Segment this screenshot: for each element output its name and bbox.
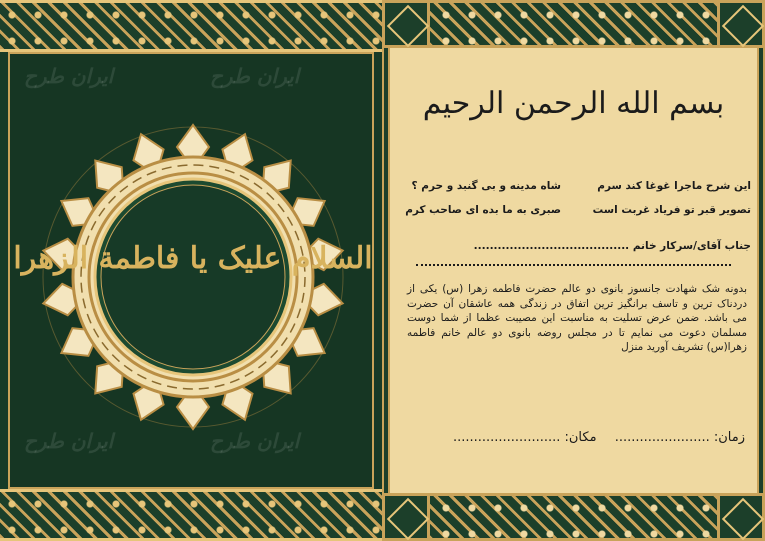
poem-verse: صبری به ما بده ای صاحب کرم	[405, 204, 561, 216]
watermark-text: ایران طرح	[210, 429, 300, 453]
place-field[interactable]: مکان: ..........................	[452, 430, 597, 445]
corner-ornament	[717, 493, 765, 541]
salutation-line: جناب آقای/سرکار خانم .......................................	[473, 240, 751, 252]
side-border	[757, 48, 765, 493]
top-ornament-band	[382, 0, 765, 48]
watermark-text: ایران طرح	[24, 429, 114, 453]
calligraphy-text: السلام علیک یا فاطمة الزهرا	[13, 241, 373, 276]
calligraphy-emblem	[13, 118, 373, 436]
watermark-text: ایران طرح	[24, 64, 114, 88]
corner-ornament	[717, 0, 765, 48]
watermark-text: ایران طرح	[210, 64, 300, 88]
top-ornament-band	[0, 0, 382, 52]
corner-ornament	[382, 493, 430, 541]
time-place-line	[396, 430, 745, 445]
poem-verse: شاه مدینه و بی گنبد و حرم ؟	[411, 180, 561, 192]
side-border	[382, 48, 390, 493]
right-panel	[382, 0, 765, 541]
bottom-ornament-band	[382, 493, 765, 541]
poem-verse: این شرح ماجرا غوغا کند سرم	[597, 180, 751, 192]
time-field[interactable]: زمان: .......................	[614, 430, 745, 445]
corner-ornament	[382, 0, 430, 48]
invitation-text-area	[396, 56, 751, 486]
bottom-ornament-band	[0, 489, 382, 541]
poem-verse: تصویر قبر تو فریاد غربت است	[592, 204, 751, 216]
basmala: بسم الله الرحمن الرحیم	[422, 86, 725, 121]
invitation-body: بدونه شک شهادت جانسوز بانوی دو عالم حضرت فاطمه زهرا (س) یکی از دردناک ترین و تاسف برانگیز ترین اتفاق در زندگی همه عاشقان آن حضرت می باشد. ضمن عرض تسلیت به مناسبت این مصیبت عظما از شما دوست مسلمان دعوت می نمایم تا در مجلس روضه بانوی دو عالم خانم فاطمه زهرا(س) تشریف آورید منزل	[407, 283, 747, 353]
dotted-separator	[416, 264, 731, 266]
left-panel	[0, 0, 382, 541]
